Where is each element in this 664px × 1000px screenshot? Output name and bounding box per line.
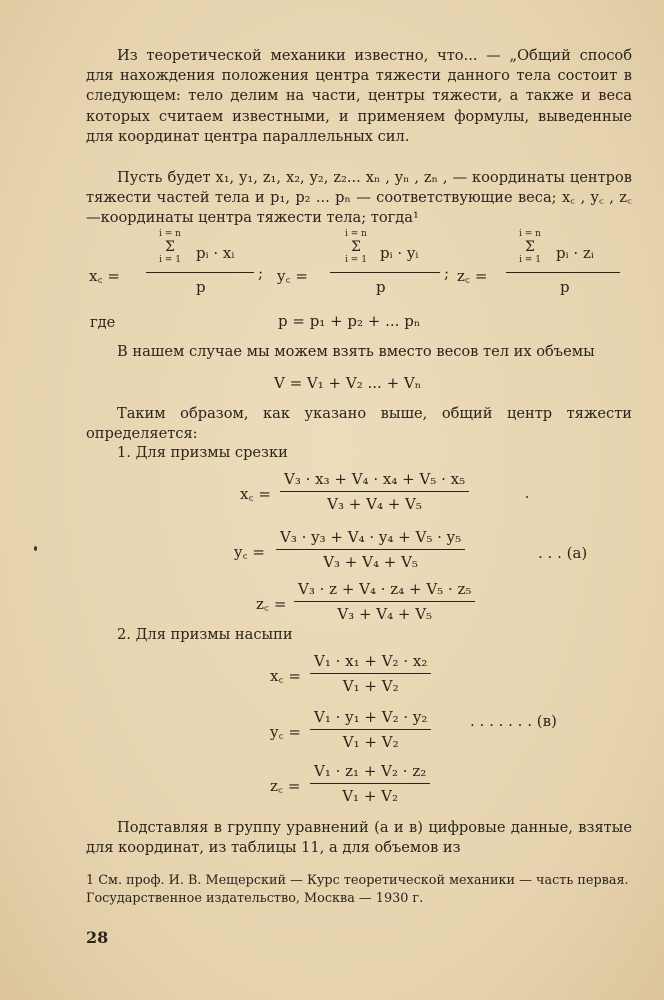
- formula-x-lhs: x꜀ =: [89, 267, 120, 285]
- denominator: V₁ + V₂: [342, 677, 399, 695]
- formula-b-z-fraction: [310, 762, 430, 805]
- paragraph-coordinates: Пусть будет x₁, y₁, z₁, x₂, y₂, z₂... xₙ , yₙ , zₙ , — координаты центров тяжести частей тела и p₁, p₂ ... pₙ — соответствующие веса; x꜀ , y꜀ , z꜀ —координаты центра тяжести тела; тогда¹: [86, 169, 632, 227]
- sigma-symbol: Σ: [165, 239, 175, 255]
- numerator: V₃ · y₃ + V₄ · y₄ + V₅ · y₅: [276, 528, 465, 550]
- formula-y-numerator: pᵢ · yᵢ: [380, 244, 419, 262]
- paragraph-substitution: Подставляя в группу уравнений (а и в) цифровые данные, взятые для координат, из таблицы 11, а для объемов из: [86, 819, 632, 857]
- separator: ;: [258, 264, 264, 282]
- formula-a-y-lhs: y꜀ =: [234, 543, 266, 561]
- paragraph-intro: Из теоретической механики известно, что... — „Общий способ для нахождения положения центра тяжести данного тела состоит в следующем: тело делим на части, центры тяжести, а также и веса которых считаем известными, и применяем формулы, выведенные для координат центра параллельных сил.: [86, 47, 632, 145]
- sum-z: [510, 229, 550, 265]
- denominator: V₁ + V₂: [342, 733, 399, 751]
- numerator: V₁ · z₁ + V₂ · z₂: [310, 762, 430, 784]
- fraction-bar-y: [330, 272, 440, 273]
- fraction-bar-z: [506, 272, 620, 273]
- formula-a-x-fraction: [280, 470, 469, 513]
- sum-x: [150, 229, 190, 265]
- paragraph-center-defined: Таким образом, как указано выше, общий центр тяжести определяется:: [86, 405, 632, 443]
- formula-z-denominator: p: [560, 278, 570, 296]
- sum-y: [336, 229, 376, 265]
- paragraph-volumes: В нашем случае мы можем взять вместо весов тел их объемы: [117, 343, 595, 360]
- total-volume-formula: V = V₁ + V₂ ... + Vₙ: [274, 374, 422, 392]
- formula-b-z-lhs: z꜀ =: [270, 777, 301, 795]
- formula-y-lhs: y꜀ =: [277, 267, 309, 285]
- sigma-symbol: Σ: [525, 239, 535, 255]
- formula-b-x-fraction: [310, 652, 431, 695]
- equation-tag-a: . . . (a): [538, 544, 588, 562]
- separator: ;: [444, 264, 450, 282]
- upper-limit: i = n: [159, 229, 181, 239]
- formula-a-z-fraction: [294, 580, 475, 623]
- lower-limit: i = 1: [345, 255, 367, 265]
- upper-limit: i = n: [345, 229, 367, 239]
- page-number: 28: [86, 928, 109, 947]
- denominator: V₃ + V₄ + V₅: [337, 605, 433, 623]
- formula-x-denominator: p: [196, 278, 206, 296]
- formula-a-y-fraction: [276, 528, 465, 571]
- sigma-symbol: Σ: [351, 239, 361, 255]
- numerator: V₁ · x₁ + V₂ · x₂: [310, 652, 431, 674]
- formula-y-denominator: p: [376, 278, 386, 296]
- total-weight-formula: p = p₁ + p₂ + ... pₙ: [278, 312, 421, 330]
- formula-b-y-fraction: [310, 708, 431, 751]
- lower-limit: i = 1: [519, 255, 541, 265]
- fraction-bar-x: [146, 272, 254, 273]
- formula-b-y-lhs: y꜀ =: [270, 723, 302, 741]
- footnote: 1 См. проф. И. В. Мещерский — Курс теоретической механики — часть первая. Государственное издательство, Москва — 1930 г.: [86, 873, 629, 906]
- formula-a-x-lhs: x꜀ =: [240, 485, 271, 503]
- denominator: V₃ + V₄ + V₅: [323, 553, 418, 571]
- ink-speck: [34, 546, 37, 551]
- lower-limit: i = 1: [159, 255, 181, 265]
- item-fill-prism: 2. Для призмы насыпи: [117, 626, 293, 643]
- upper-limit: i = n: [519, 229, 541, 239]
- equation-tag-b: . . . . . . . (в): [470, 712, 557, 730]
- formula-z-numerator: pᵢ · zᵢ: [556, 244, 594, 262]
- formula-z-lhs: z꜀ =: [457, 267, 488, 285]
- numerator: V₃ · z + V₄ · z₄ + V₅ · z₅: [294, 580, 475, 602]
- denominator: V₁ + V₂: [342, 787, 399, 805]
- where-label: где: [90, 314, 116, 331]
- numerator: V₁ · y₁ + V₂ · y₂: [310, 708, 431, 730]
- denominator: V₃ + V₄ + V₅: [327, 495, 422, 513]
- formula-x-numerator: pᵢ · xᵢ: [196, 244, 235, 262]
- item-cut-prism: 1. Для призмы срезки: [117, 444, 288, 461]
- ink-speck: [526, 496, 528, 498]
- formula-a-z-lhs: z꜀ =: [256, 595, 287, 613]
- formula-b-x-lhs: x꜀ =: [270, 667, 301, 685]
- numerator: V₃ · x₃ + V₄ · x₄ + V₅ · x₅: [280, 470, 469, 492]
